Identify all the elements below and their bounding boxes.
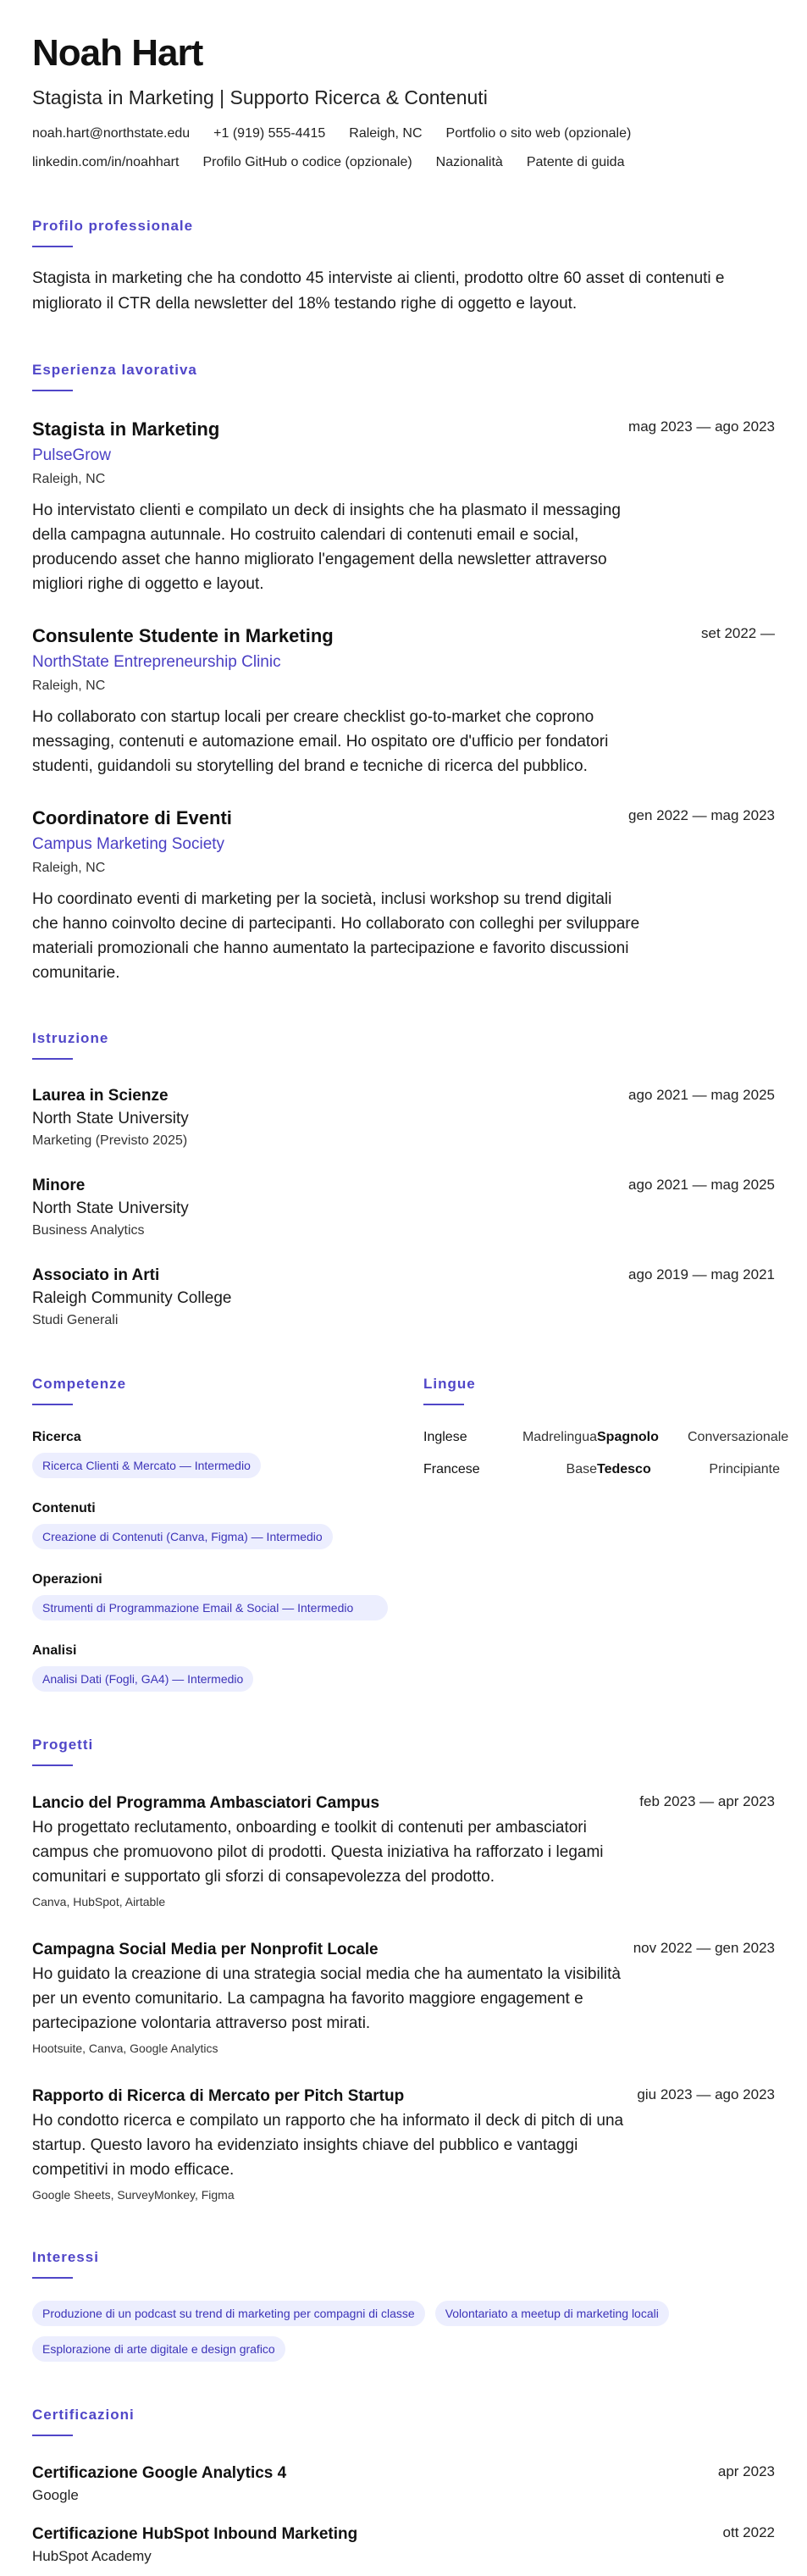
section-title: Esperienza lavorativa (32, 362, 197, 378)
interest-list (32, 2301, 775, 2362)
education-degree: Laurea in Scienze (32, 1087, 169, 1105)
section-title: Competenze (32, 1376, 127, 1392)
experience-role: Coordinatore di Eventi (32, 807, 232, 828)
education-entry (32, 1175, 775, 1241)
language-level: Conversazionale (688, 1430, 789, 1444)
section-divider (32, 1058, 73, 1060)
resume-header (32, 32, 775, 173)
experience-role: Consulente Studente in Marketing (32, 625, 334, 646)
education-school: Raleigh Community College (32, 1289, 232, 1307)
experience-location: Raleigh, NC (32, 472, 106, 486)
section-divider (423, 1404, 464, 1405)
section-title: Interessi (32, 2249, 99, 2265)
project-name: Campagna Social Media per Nonprofit Locale (32, 1941, 379, 1958)
section-divider (32, 1764, 73, 1766)
skill-group (32, 1641, 390, 1692)
education-degree: Associato in Arti (32, 1266, 160, 1284)
skill-group (32, 1570, 390, 1620)
education-dates: ago 2019 — mag 2021 (628, 1266, 775, 1282)
skill-pill: Creazione di Contenuti (Canva, Figma) — Intermedio (32, 1524, 333, 1549)
section-divider (32, 2277, 73, 2279)
language-name: Inglese (423, 1430, 467, 1444)
education-field: Studi Generali (32, 1313, 119, 1327)
certification-entry (32, 2462, 775, 2506)
experience-location: Raleigh, NC (32, 861, 106, 875)
candidate-name: Noah Hart (32, 32, 203, 74)
skill-group-name: Contenuti (32, 1501, 96, 1515)
skill-group (32, 1499, 390, 1549)
project-entry (32, 2085, 775, 2204)
certification-issuer: HubSpot Academy (32, 2548, 152, 2564)
experience-entry (32, 417, 775, 596)
education-degree: Minore (32, 1177, 86, 1194)
project-dates: nov 2022 — gen 2023 (633, 1940, 775, 1956)
project-tech: Google Sheets, SurveyMonkey, Figma (32, 2188, 235, 2202)
interests-section (32, 2248, 775, 2362)
education-field: Business Analytics (32, 1223, 145, 1238)
candidate-headline: Stagista in Marketing | Supporto Ricerca & Contenuti (32, 86, 488, 108)
contact-github[interactable]: Profilo GitHub o codice (opzionale) (202, 155, 412, 169)
experience-dates: set 2022 — (701, 625, 775, 641)
section-title: Profilo professionale (32, 218, 194, 234)
project-entry (32, 1938, 775, 2058)
experience-description: Ho intervistato clienti e compilato un deck di insights che ha plasmato il messaging della campagna autunnale. Ho costruito calendari di contenuti email e social, producendo asset che hanno migliorato l'engagement della newsletter attraverso migliori righe di oggetto e layout. (32, 501, 621, 593)
skills-section (32, 1375, 390, 1692)
contact-linkedin[interactable]: linkedin.com/in/noahhart (32, 155, 180, 169)
project-name: Rapporto di Ricerca di Mercato per Pitch Startup (32, 2087, 405, 2105)
experience-company: PulseGrow (32, 446, 111, 464)
section-title: Progetti (32, 1737, 94, 1753)
project-dates: feb 2023 — apr 2023 (639, 1793, 775, 1809)
language-name: Spagnolo (597, 1430, 659, 1444)
certification-date: apr 2023 (717, 2463, 775, 2479)
interest-pill: Esplorazione di arte digitale e design grafico (32, 2336, 285, 2362)
contact-portfolio[interactable]: Portfolio o sito web (opzionale) (445, 126, 632, 141)
experience-section (32, 361, 775, 985)
skill-pill: Ricerca Clienti & Mercato — Intermedio (32, 1453, 261, 1478)
experience-dates: mag 2023 — ago 2023 (628, 418, 775, 435)
project-dates: giu 2023 — ago 2023 (637, 2086, 775, 2102)
language-level: Base (566, 1462, 597, 1476)
education-field: Marketing (Previsto 2025) (32, 1133, 188, 1148)
project-entry (32, 1792, 775, 1911)
experience-role: Stagista in Marketing (32, 418, 220, 440)
skill-group-name: Ricerca (32, 1430, 81, 1444)
section-title: Istruzione (32, 1030, 109, 1046)
education-dates: ago 2021 — mag 2025 (628, 1087, 775, 1103)
experience-company: NorthState Entrepreneurship Clinic (32, 653, 281, 671)
experience-location: Raleigh, NC (32, 679, 106, 693)
contact-location: Raleigh, NC (349, 126, 423, 141)
project-tech: Hootsuite, Canva, Google Analytics (32, 2041, 218, 2055)
language-name: Francese (423, 1462, 480, 1476)
experience-entry (32, 806, 775, 985)
experience-description: Ho coordinato eventi di marketing per la società, inclusi workshop su trend digitali che hanno coinvolto decine di partecipanti. Ho collaborato con colleghi per sviluppare materiali promozionali che hanno aumentato la partecipazione e favorito discussioni comunitarie. (32, 890, 640, 982)
certification-entry (32, 2523, 775, 2567)
section-divider (32, 246, 73, 247)
languages-section (423, 1375, 789, 1692)
skill-group (32, 1427, 390, 1478)
language-name: Tedesco (597, 1462, 651, 1476)
education-school: North State University (32, 1199, 189, 1217)
project-description: Ho guidato la creazione di una strategia social media che ha aumentato la visibilità per un evento comunitario. La campagna ha favorito maggiore engagement e partecipazione volontaria attraverso post mirati. (32, 1965, 621, 2032)
project-tech: Canva, HubSpot, Airtable (32, 1895, 166, 1908)
experience-description: Ho collaborato con startup locali per creare checklist go-to-market che coprono messaging, contenuti e automazione email. Ho ospitato ore d'ufficio per fondatori studenti, guidandoli su storytelling del brand e tecniche di ricerca del pubblico. (32, 708, 609, 775)
education-entry (32, 1085, 775, 1151)
contact-email[interactable]: noah.hart@northstate.edu (32, 126, 191, 141)
skill-group-name: Analisi (32, 1643, 77, 1658)
certification-name: Certificazione Google Analytics 4 (32, 2464, 287, 2482)
contact-list (32, 124, 775, 173)
project-name: Lancio del Programma Ambasciatori Campus (32, 1794, 380, 1812)
section-title: Lingue (423, 1376, 476, 1392)
summary-text: Stagista in marketing che ha condotto 45 interviste ai clienti, prodotto oltre 60 asset di contenuti e migliorato il CTR della newsletter del 18% testando righe di oggetto e layout. (32, 269, 725, 313)
skill-group-name: Operazioni (32, 1572, 102, 1587)
skills-languages-row (32, 1375, 789, 1692)
contact-nationality: Nazionalità (435, 155, 503, 169)
certification-name: Certificazione HubSpot Inbound Marketing (32, 2525, 358, 2543)
skill-pill: Strumenti di Programmazione Email & Social — Intermedio (32, 1595, 388, 1620)
education-school: North State University (32, 1110, 189, 1127)
certifications-section (32, 2406, 775, 2567)
language-level: Madrelingua (522, 1430, 597, 1444)
language-level: Principiante (709, 1462, 780, 1476)
education-dates: ago 2021 — mag 2025 (628, 1177, 775, 1193)
section-title: Certificazioni (32, 2407, 135, 2423)
contact-license: Patente di guida (526, 155, 625, 169)
certification-issuer: Google (32, 2487, 79, 2503)
languages-grid (423, 1427, 789, 1480)
project-description: Ho progettato reclutamento, onboarding e toolkit di contenuti per ambasciatori campus che promuovono pilot di prodotti. Questa iniziativa ha rafforzato i legami comunitari e supportato gli sforzi di consapevolezza del prodotto. (32, 1819, 604, 1886)
section-divider (32, 1404, 73, 1405)
certification-date: ott 2022 (722, 2524, 775, 2540)
section-divider (32, 2435, 73, 2436)
projects-section (32, 1736, 775, 2204)
skill-pill: Analisi Dati (Fogli, GA4) — Intermedio (32, 1666, 253, 1692)
interest-pill: Produzione di un podcast su trend di marketing per compagni di classe (32, 2301, 425, 2326)
project-description: Ho condotto ricerca e compilato un rapporto che ha informato il deck di pitch di una startup. Questo lavoro ha evidenziato insights chiave del pubblico e vantaggi competitivi in modo efficace. (32, 2112, 624, 2179)
contact-phone[interactable]: +1 (919) 555-4415 (213, 126, 326, 141)
section-divider (32, 390, 73, 391)
education-entry (32, 1265, 775, 1331)
summary-section (32, 217, 775, 317)
experience-company: Campus Marketing Society (32, 835, 225, 853)
experience-dates: gen 2022 — mag 2023 (628, 807, 775, 823)
interest-pill: Volontariato a meetup di marketing locali (435, 2301, 669, 2326)
experience-entry (32, 623, 775, 778)
education-section (32, 1029, 775, 1331)
